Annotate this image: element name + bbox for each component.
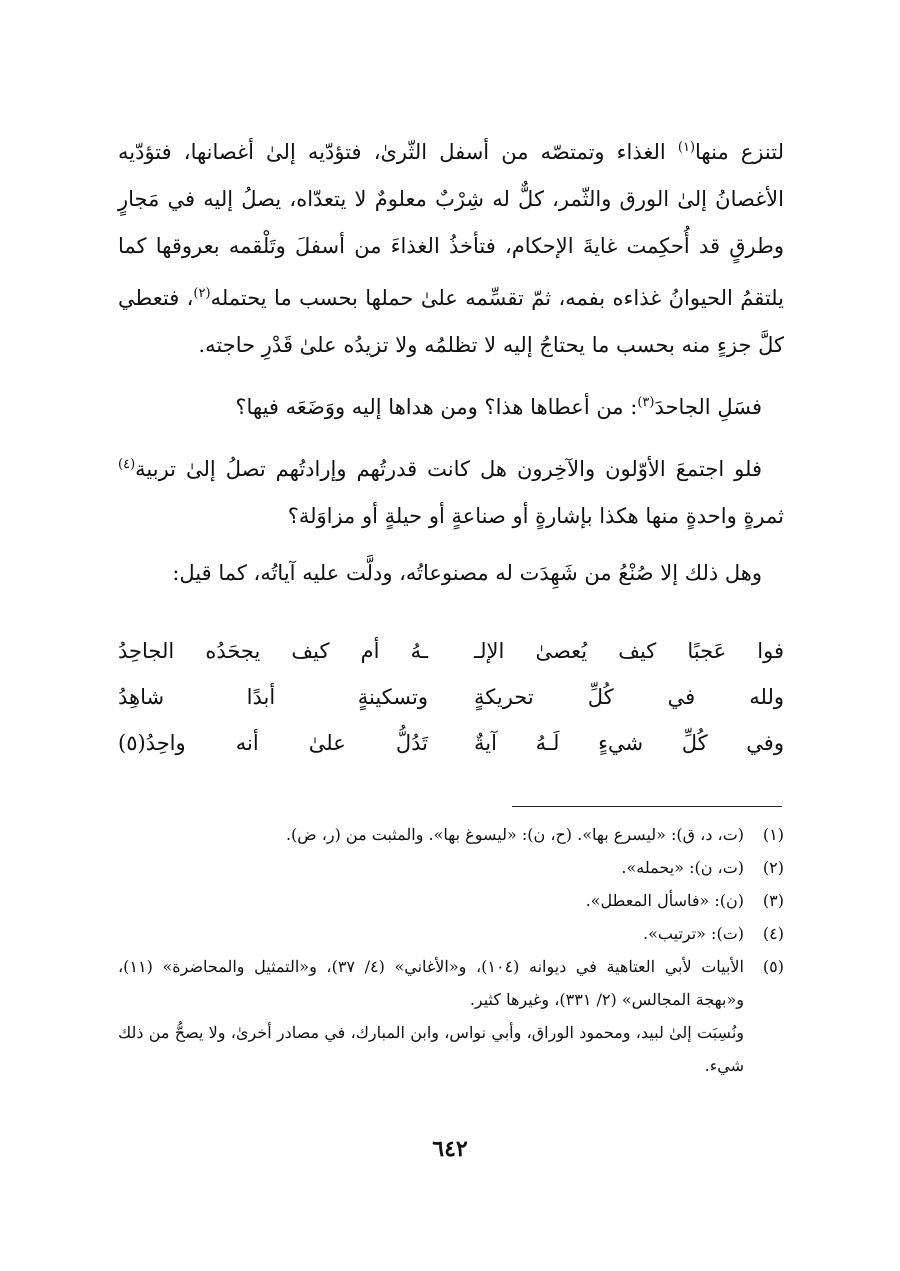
footnote-4 [118,917,784,950]
footnote-number: (١) [762,825,784,844]
poem [118,628,784,766]
footnote-text: (ت، ن): «يحمله». [621,858,744,877]
footnote-number: (٢) [762,858,784,877]
text-run: ، فتعطي كلَّ جزءٍ منه بحسب ما يحتاجُ إليه لا تظلمُه ولا تزيدُه علىٰ قَدْرِ حاجته. [118,286,784,357]
footnote-2 [118,851,784,884]
footnote-number: (٣) [762,891,784,910]
paragraph-4 [118,550,784,597]
text-run: لتنزع منها [695,140,785,164]
verse-first-half: ولله في كُلِّ تحريكةٍ [474,685,784,709]
footnote-number: (٤) [762,924,784,943]
verse-second-half: تَدُلُّ علىٰ أنه واحِدُ(٥) [118,731,428,755]
footnote-3 [118,884,784,917]
page-number: ٦٤٢ [432,1136,468,1162]
verse-second-half: وتسكينةٍ أبدًا شاهِدُ [118,685,428,709]
text-run: فسَلِ الجاحدَ [654,395,762,419]
footnote-ref-2: (٢) [193,286,211,301]
verse-second-half: ـهُ أم كيف يجحَدُه الجاحِدُ [118,639,428,663]
footnote-number: (٥) [762,957,784,976]
text-run: ثمرةٍ واحدةٍ منها هكذا بإشارةٍ أو صناعةٍ أو حيلةٍ أو مزاوَلة؟ [287,504,784,528]
text-run: وهل ذلك إلا صُنْعُ من شَهِدَت له مصنوعاتُه، ودلَّت عليه آياتُه، كما قيل: [172,561,762,585]
paragraph-2 [118,379,784,431]
footnote-1 [118,818,784,851]
footnote-text: (ت، د، ق): «ليسرع بها». (ح، ن): «ليسوغ بها». والمثبت من (ر، ض). [285,825,744,844]
text-run: : من أعطاها هذا؟ ومن هداها إليه ووَضَعَه فيها؟ [235,395,638,419]
footnote-separator [512,806,782,807]
verse-3 [118,720,784,766]
footnote-ref-3: (٣) [637,395,655,410]
footnote-ref-1: (١) [677,140,696,155]
footnote-5-continuation: ونُسِبَت إلىٰ لبيد، ومحمود الوراق، وأبي نواس، وابن المبارك، في مصادر أخرىٰ، ولا يصحُّ من ذلك شيء. [118,1023,744,1075]
footnote-text: الأبيات لأبي العتاهية في ديوانه (١٠٤)، و«الأغاني» (٤/ ٣٧)، و«التمثيل والمحاضرة» (١١)، و«بهجة المجالس» (٢/ ٣٣١)، وغيرها كثير. [118,957,744,1009]
footnote-text: (ن): «فاسأل المعطل». [585,891,744,910]
footnote-text: (ت): «ترتيب». [643,924,744,943]
paragraph-1 [118,124,784,369]
footnotes [118,818,784,1082]
main-text [118,124,784,597]
footnote-5 [118,950,784,1016]
paragraph-3 [118,441,784,540]
verse-first-half: وفي كُلِّ شيءٍ لَـهُ آيةٌ [474,731,784,755]
verse-2 [118,674,784,720]
text-run: فلو اجتمعَ الأوّلون والآخِرون هل كانت قدرتُهم وإرادتُهم تصلُ إلىٰ تربية [135,457,762,481]
verse-first-half: فوا عَجبًا كيف يُعصىٰ الإلـ [474,639,784,663]
footnote-ref-4: (٤) [118,457,136,472]
verse-1 [118,628,784,674]
text-run: الغذاء وتمتصّه من أسفل الثّرىٰ، فتؤدّيه إلىٰ أغصانها، فتؤدّيه الأغصانُ إلىٰ الورق والثّمر، كلٌّ له شِرْبٌ معلومٌ لا يتعدّاه، يصلُ إليه في مَجارٍ وطرقٍ قد أُحكِمت غايةَ الإحكام، فتأخذُ الغذاءَ من أسفلَ وتَلْقمه بعروقها كما يلتقمُ الحيوانُ غذاءه بفمه، ثمّ تقسِّمه علىٰ حملها بحسب ما يحتمله [118,140,784,310]
